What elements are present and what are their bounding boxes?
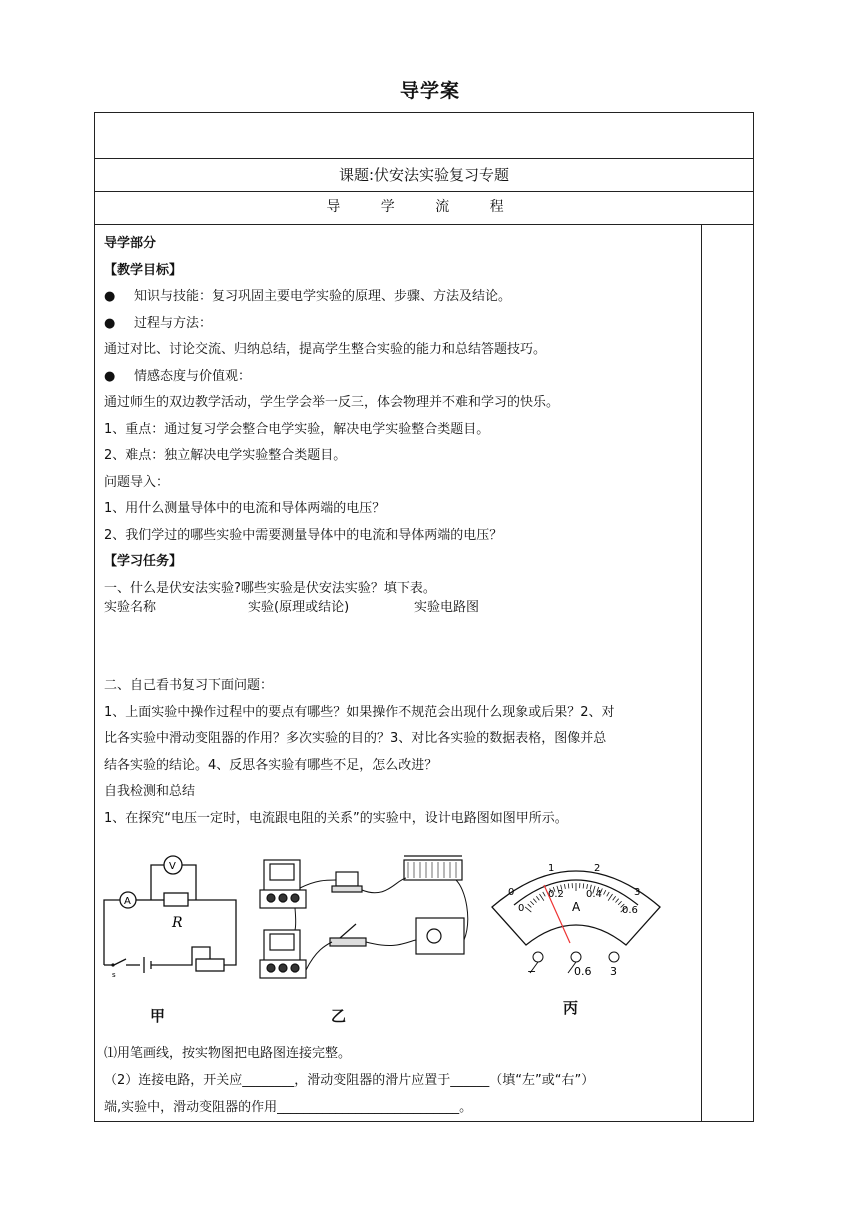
text-line bbox=[104, 807, 568, 826]
figure-label-jia: 甲 bbox=[150, 1007, 166, 1025]
header-experiment-name: 实验名称 bbox=[104, 600, 157, 615]
scale-top-label: 3 bbox=[634, 887, 641, 898]
side-column-divider bbox=[701, 225, 702, 1121]
topic-title: 课题:伏安法实验复习专题 bbox=[338, 166, 510, 184]
scale-top-label: 1 bbox=[548, 863, 555, 874]
question-line bbox=[104, 1042, 351, 1061]
text-line bbox=[104, 444, 346, 463]
text-line bbox=[104, 754, 437, 773]
flow-heading: 导 学 流 程 bbox=[326, 199, 522, 215]
scale-bottom-label: 0 bbox=[518, 903, 525, 914]
resistor-symbol: R bbox=[172, 915, 183, 931]
line-text: 过程与方法： bbox=[134, 315, 213, 331]
apparatus-picture bbox=[256, 850, 476, 990]
terminal-label: − bbox=[527, 965, 537, 978]
line-text: 1、在探究“电压一定时，电流跟电阻的关系”的实验中，设计电路图如图甲所示。 bbox=[104, 810, 568, 826]
bullet-icon: ● bbox=[104, 289, 116, 304]
text-line bbox=[104, 727, 606, 746]
line-text: 比各实验中滑动变阻器的作用？多次实验的目的？3、对比各实验的数据表格，图像并总 bbox=[104, 731, 607, 746]
text-line bbox=[104, 550, 182, 569]
line-text: 一、什么是伏安法实验?哪些实验是伏安法实验？填下表。 bbox=[104, 580, 436, 596]
table-divider bbox=[95, 224, 753, 225]
experiment-figure bbox=[96, 845, 696, 1025]
text-line bbox=[104, 701, 615, 720]
line-text: 自我检测和总结 bbox=[104, 784, 196, 799]
text-line bbox=[104, 232, 156, 251]
terminal-label: 0.6 bbox=[574, 965, 592, 978]
question-line bbox=[104, 1069, 594, 1088]
text-line bbox=[104, 418, 489, 437]
line-text: 通过师生的双边教学活动，学生学会举一反三，体会物理并不难和学习的快乐。 bbox=[104, 395, 560, 410]
text-line bbox=[104, 365, 251, 384]
scale-bottom-label: 0.2 bbox=[548, 889, 564, 900]
switch-symbol: s bbox=[112, 971, 116, 979]
ammeter-symbol: A bbox=[124, 896, 131, 907]
meter-unit-label: A bbox=[572, 900, 581, 914]
text-line bbox=[104, 391, 559, 410]
circuit-diagram bbox=[96, 845, 246, 985]
line-text: 知识与技能：复习巩固主要电学实验的原理、步骤、方法及结论。 bbox=[134, 289, 512, 304]
line-text: 【学习任务】 bbox=[104, 554, 183, 569]
voltmeter-symbol: V bbox=[169, 861, 176, 872]
line-text: 2、难点：独立解决电学实验整合类题目。 bbox=[104, 448, 347, 463]
line-text: 情感态度与价值观： bbox=[134, 368, 252, 384]
scale-bottom-label: 0.6 bbox=[622, 905, 638, 916]
figure-label-bing: 丙 bbox=[563, 999, 579, 1017]
line-text: 1、重点：通过复习学会整合电学实验，解决电学实验整合类题目。 bbox=[104, 421, 490, 437]
line-text: 2、我们学过的哪些实验中需要测量导体中的电流和导体两端的电压？ bbox=[104, 527, 503, 543]
text-line bbox=[104, 338, 546, 357]
bullet-icon: ● bbox=[104, 315, 116, 331]
text-line bbox=[104, 577, 436, 596]
figure-label-yi: 乙 bbox=[331, 1007, 347, 1025]
text-line bbox=[104, 285, 511, 304]
line-text: 二、自己看书复习下面问题： bbox=[104, 678, 274, 693]
text-line bbox=[104, 524, 502, 543]
text-line bbox=[104, 312, 212, 331]
text-line bbox=[104, 497, 385, 516]
line-text: 导学部分 bbox=[104, 236, 157, 251]
line-text: 1、上面实验中操作过程中的要点有哪些？如果操作不规范会出现什么现象或后果？2、对 bbox=[104, 704, 615, 720]
terminal-label: 3 bbox=[610, 965, 617, 978]
line-text: 【教学目标】 bbox=[104, 262, 183, 278]
line-text: 端,实验中，滑动变阻器的作用____________________________。 bbox=[104, 1100, 473, 1115]
line-text: ⑴用笔画线，按实物图把电路图连接完整。 bbox=[104, 1046, 352, 1061]
line-text: 通过对比、讨论交流、归纳总结，提高学生整合实验的能力和总结答题技巧。 bbox=[104, 342, 547, 357]
text-line bbox=[104, 471, 169, 490]
line-text: 问题导入： bbox=[104, 474, 170, 490]
text-line bbox=[104, 780, 195, 799]
scale-bottom-label: 0.4 bbox=[586, 889, 602, 900]
bullet-icon: ● bbox=[104, 368, 116, 384]
page-title: 导学案 bbox=[399, 80, 460, 102]
text-line bbox=[104, 674, 273, 693]
header-principle: 实验(原理或结论) bbox=[248, 600, 350, 615]
question-line bbox=[104, 1096, 472, 1115]
line-text: （2）连接电路，开关应________，滑动变阻器的滑片应置于______（填“左”或“右”） bbox=[104, 1073, 595, 1088]
ammeter-dial bbox=[486, 845, 666, 985]
line-text: 1、用什么测量导体中的电流和导体两端的电压？ bbox=[104, 501, 386, 516]
scale-top-label: 0 bbox=[508, 887, 515, 898]
header-circuit: 实验电路图 bbox=[414, 600, 480, 615]
line-text: 结各实验的结论。4、反思各实验有哪些不足，怎么改进？ bbox=[104, 757, 438, 773]
scale-top-label: 2 bbox=[594, 863, 601, 874]
text-line bbox=[104, 259, 182, 278]
